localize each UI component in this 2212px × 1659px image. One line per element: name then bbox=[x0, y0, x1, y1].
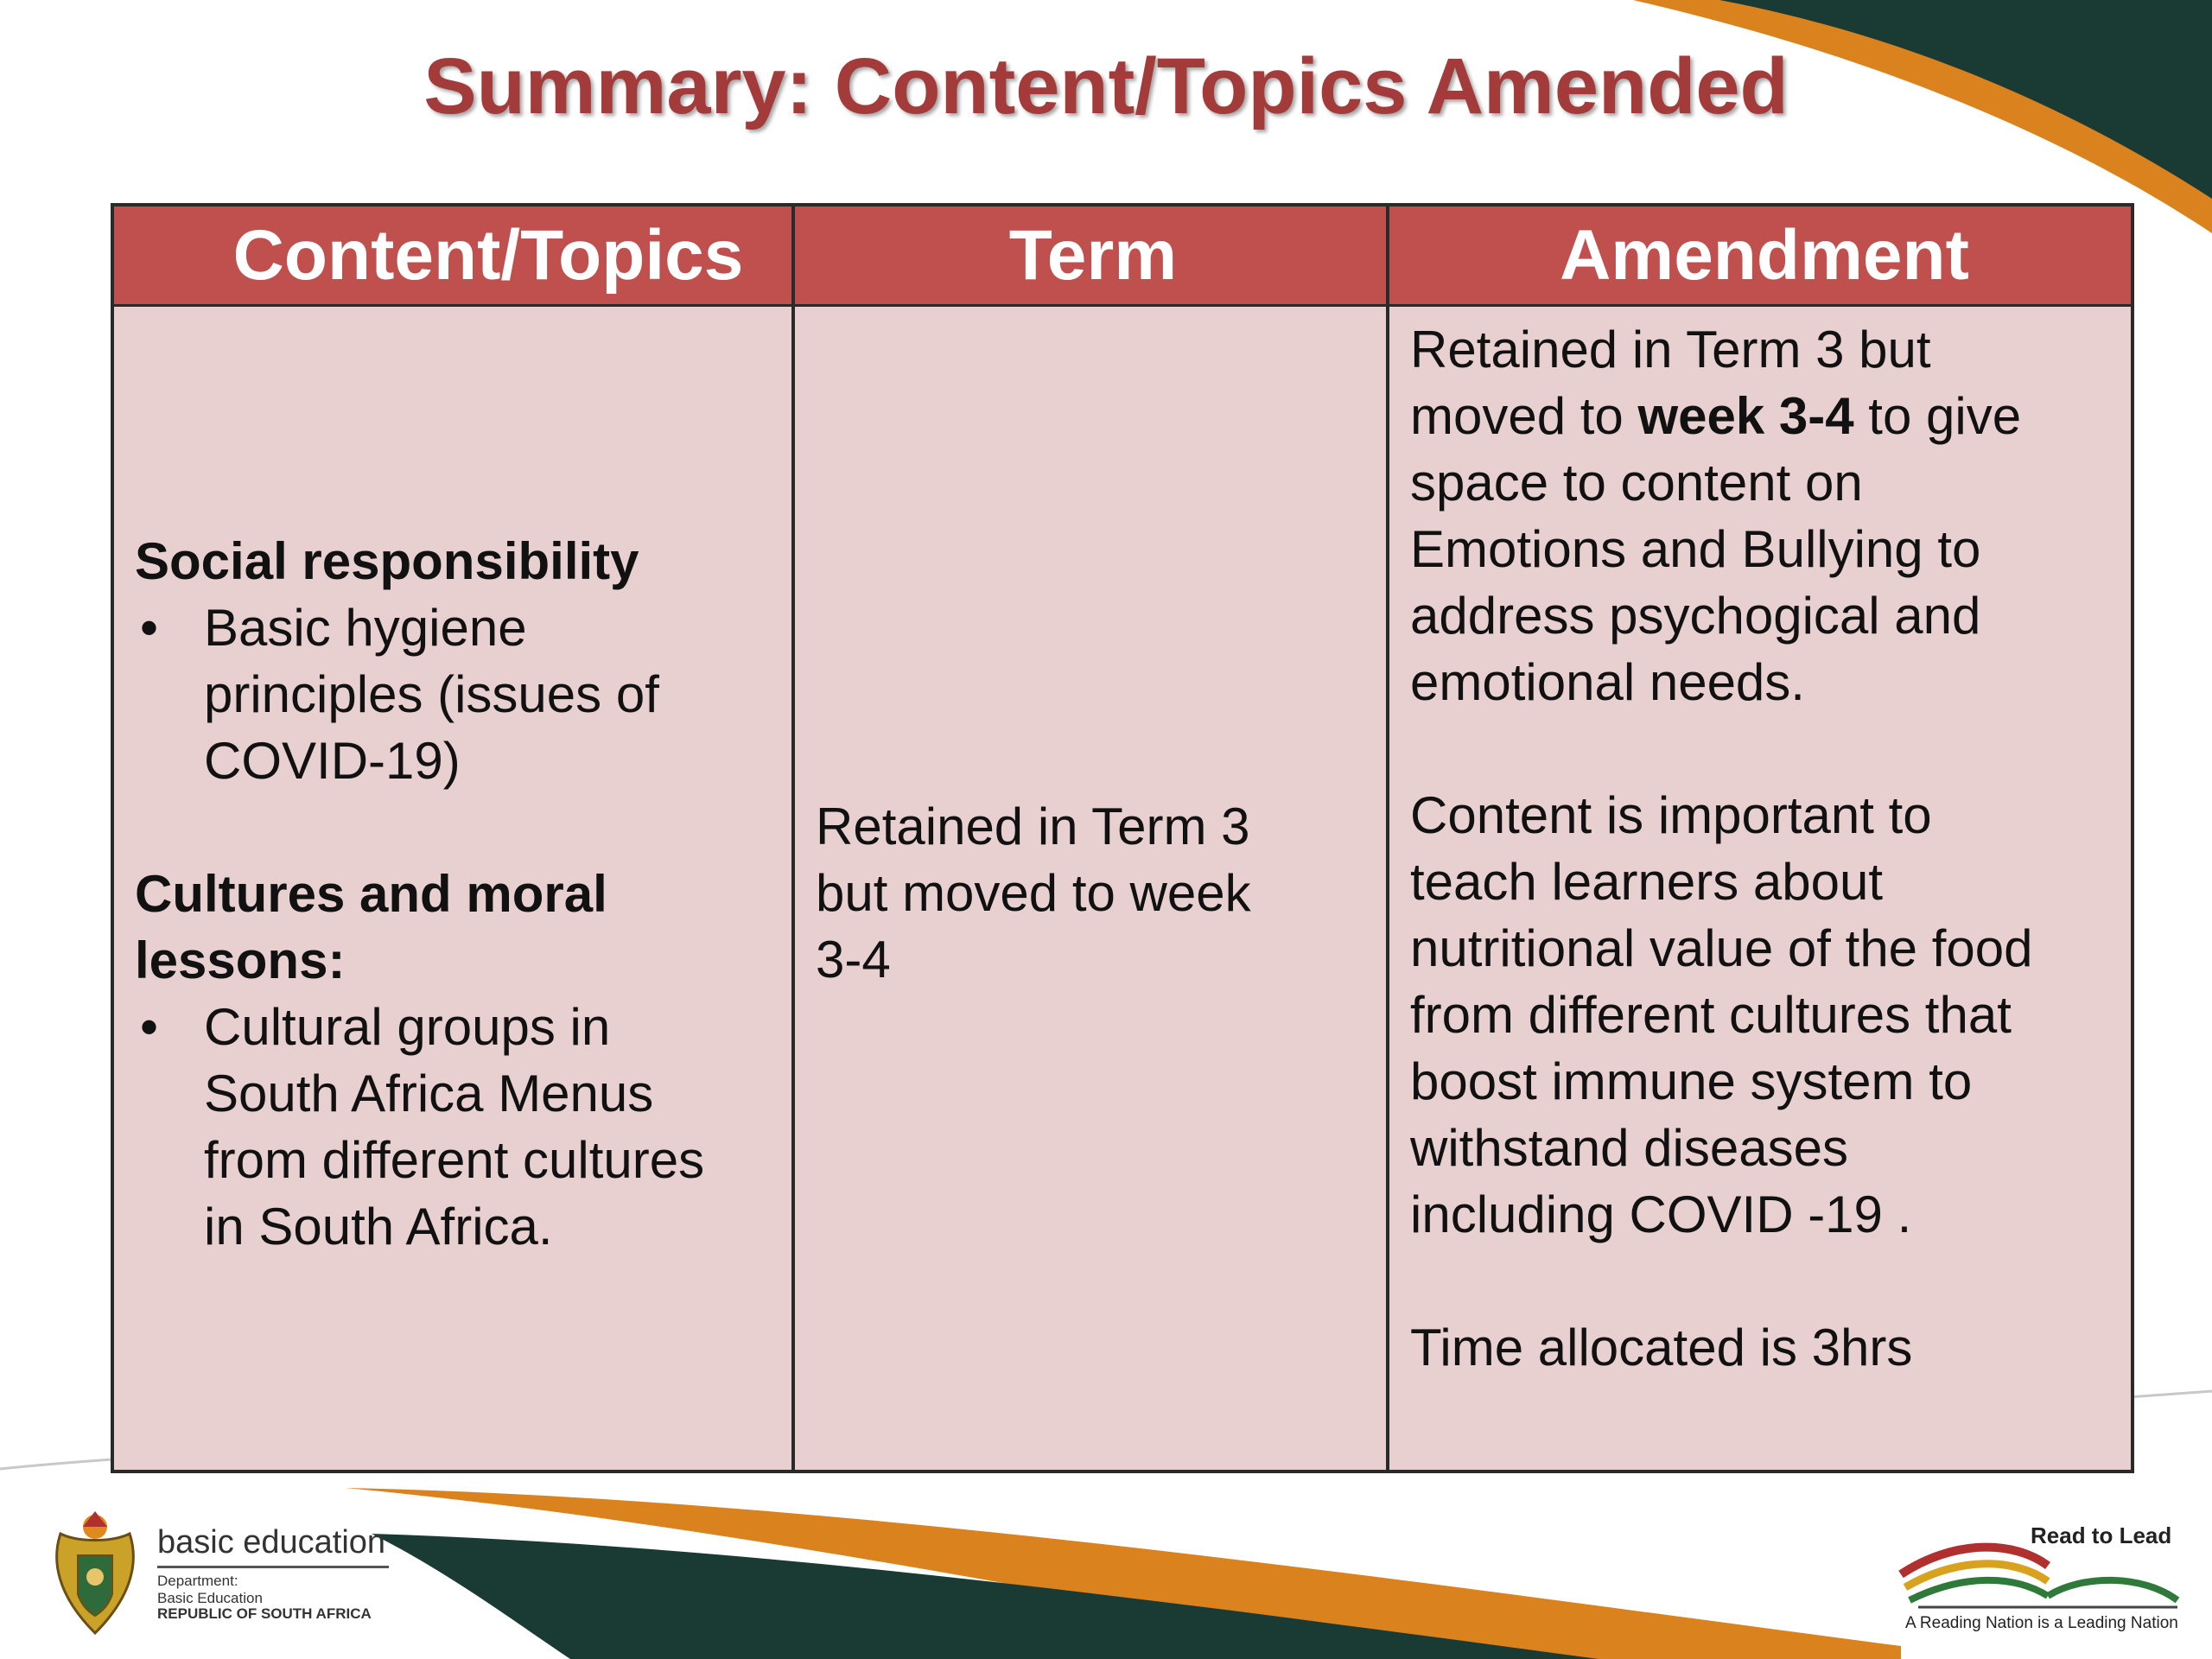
bullet-line: South Africa Menus bbox=[204, 1065, 654, 1122]
slide-title: Summary: Content/Topics Amended bbox=[423, 42, 1789, 130]
bullet-line: Basic hygiene bbox=[204, 599, 527, 657]
list-item bbox=[135, 594, 774, 794]
amendment-line: emotional needs. bbox=[1410, 653, 1805, 711]
list-item bbox=[135, 994, 774, 1260]
bullet-line: Cultural groups in bbox=[204, 998, 611, 1056]
header-amendment: Amendment bbox=[1560, 216, 1969, 295]
amendment-line: including COVID -19 . bbox=[1410, 1185, 1912, 1243]
topic-heading: Social responsibility bbox=[135, 532, 639, 590]
amendments-table bbox=[111, 203, 2134, 1473]
column-divider bbox=[791, 307, 795, 1470]
amendment-line: Emotions and Bullying to bbox=[1410, 520, 1981, 578]
amendment-line: teach learners about bbox=[1410, 853, 1884, 911]
bullet-line: principles (issues of bbox=[204, 665, 659, 723]
bullet-line: in South Africa. bbox=[204, 1198, 553, 1255]
amendment-line: nutritional value of the food bbox=[1410, 919, 2033, 977]
topic-heading: Cultures and moral bbox=[135, 865, 607, 923]
bullet-line: from different cultures bbox=[204, 1131, 705, 1189]
term-line: 3-4 bbox=[816, 931, 891, 988]
republic-label: REPUBLIC OF SOUTH AFRICA bbox=[157, 1605, 372, 1622]
department-label: Department: bbox=[157, 1573, 238, 1589]
amendment-line: boost immune system to bbox=[1410, 1052, 1973, 1110]
department-name: Basic Education bbox=[157, 1590, 263, 1606]
column-divider bbox=[1386, 307, 1389, 1470]
amendment-line: from different cultures that bbox=[1410, 986, 2012, 1044]
table-body-row bbox=[114, 307, 2131, 1470]
header-term: Term bbox=[1008, 216, 1178, 295]
table-header-row bbox=[114, 207, 2131, 307]
amendment-line: Retained in Term 3 but bbox=[1410, 321, 1931, 378]
amendment-line bbox=[1410, 383, 2127, 449]
amendment-line: space to content on bbox=[1410, 454, 1863, 512]
basic-education-title: basic education bbox=[157, 1524, 386, 1560]
amendment-line: withstand diseases bbox=[1410, 1119, 1848, 1177]
divider bbox=[157, 1566, 389, 1568]
term-line: Retained in Term 3 bbox=[816, 798, 1250, 855]
bullet-line: COVID-19) bbox=[204, 732, 461, 790]
read-to-lead-tagline: A Reading Nation is a Leading Nation bbox=[1905, 1614, 2178, 1632]
content-topics-cell bbox=[135, 528, 774, 1260]
term-cell bbox=[816, 793, 1369, 993]
header-content-topics: Content/Topics bbox=[232, 216, 744, 295]
amendment-line: Content is important to bbox=[1410, 786, 1932, 844]
bullet-icon: • bbox=[140, 599, 159, 657]
amendment-week-highlight: week 3-4 bbox=[1637, 387, 1854, 445]
amendment-text: moved to bbox=[1410, 387, 1638, 445]
coat-of-arms-icon bbox=[43, 1508, 147, 1637]
amendment-line: address psychogical and bbox=[1410, 587, 1981, 645]
amendment-line: Time allocated is 3hrs bbox=[1410, 1319, 1913, 1376]
read-to-lead-title: Read to Lead bbox=[2031, 1522, 2172, 1548]
topic-heading: lessons: bbox=[135, 931, 346, 989]
term-line: but moved to week bbox=[816, 864, 1251, 922]
amendment-cell bbox=[1410, 316, 2127, 1381]
bullet-icon: • bbox=[140, 998, 159, 1056]
amendment-text: to give bbox=[1853, 387, 2022, 445]
